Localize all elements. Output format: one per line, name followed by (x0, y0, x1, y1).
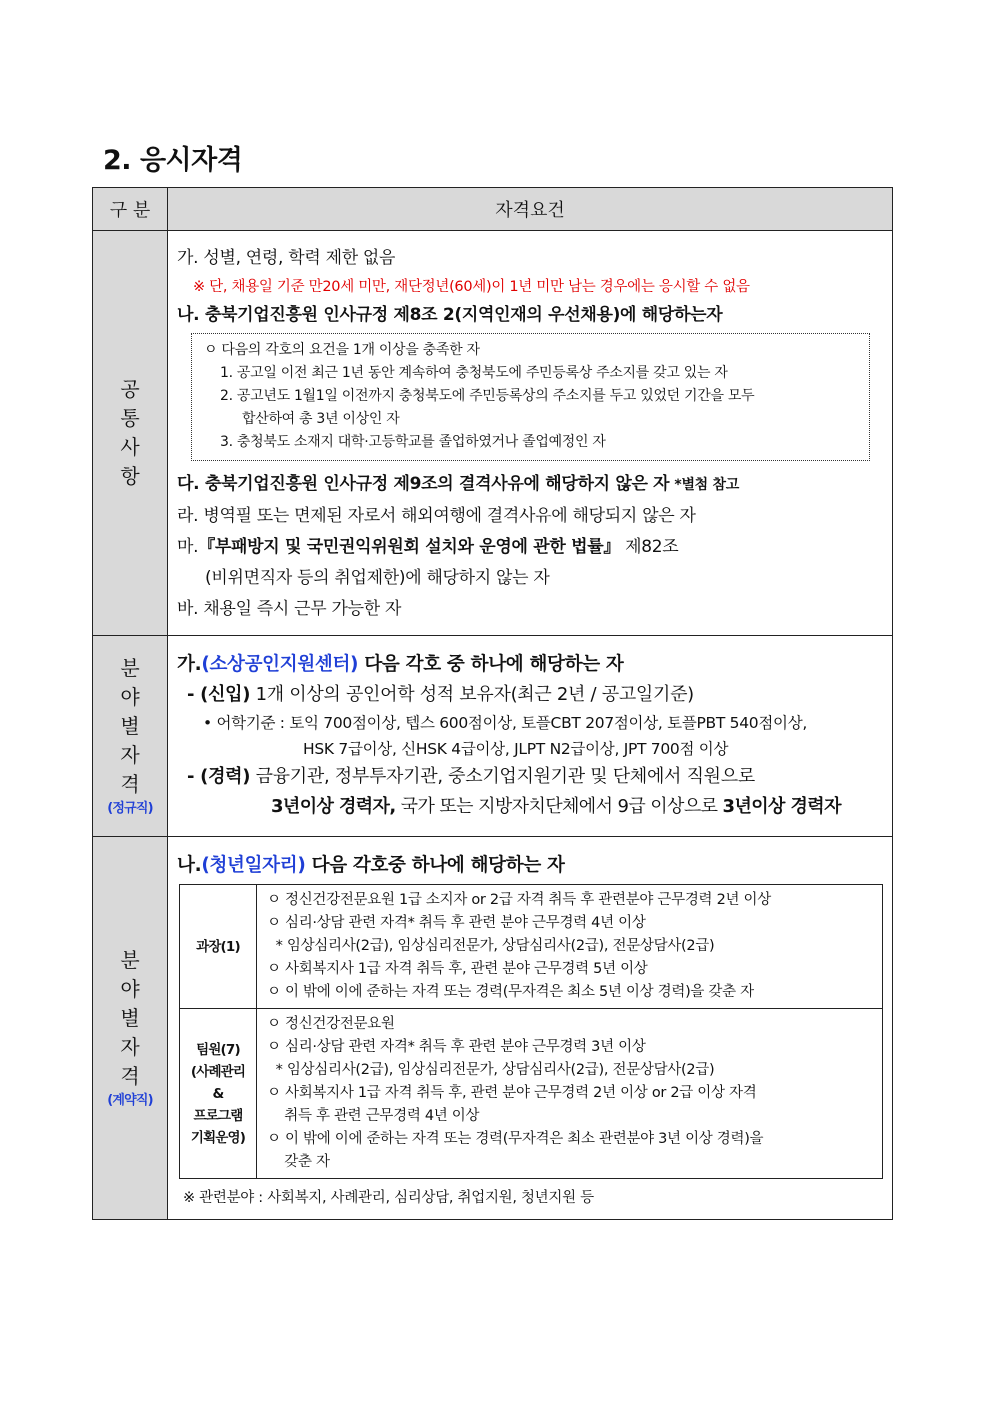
box-item-2: 2. 공고년도 1월1일 이전까지 충청북도에 주민등록상의 주소지를 두고 있었던 기간을 모두 (220, 388, 755, 404)
regular-exp-label: - (경력) (187, 766, 251, 787)
regular-new (177, 680, 882, 710)
regular-heading-suffix: 다음 각호 중 하나에 해당하는 자 (358, 654, 624, 675)
role-staff-line-5: 기획운영) (190, 1129, 246, 1146)
regular-lang-2: HSK 7급이상, 신HSK 4급이상, JLPT N2급이상, JPT 700점 이상 (303, 740, 729, 758)
role-staff-reqs (257, 1009, 883, 1179)
regular-exp-cont (177, 792, 882, 822)
manager-req-1: ㅇ 정신건강전문요원 1급 소지자 or 2급 자격 취득 후 관련분야 근무경력 2년 이상 (267, 892, 771, 908)
req-e-law: 『부패방지 및 국민권익위원회 설치와 운영에 관한 법률』 (198, 537, 621, 557)
req-c (177, 469, 882, 501)
header-requirements: 자격요건 (168, 188, 893, 231)
staff-req-3: * 임상심리사(2급), 임상심리전문가, 상담심리사(2급), 전문상담사(2급) (267, 1062, 715, 1078)
req-e-cont: (비위면직자 등의 취업제한)에 해당하지 않는 자 (205, 568, 550, 588)
role-staff-line-4: 프로그램 (193, 1107, 243, 1124)
req-b: 나. 충북기업진흥원 인사규정 제8조 2(지역인재의 우선채용)에 해당하는자 (177, 305, 723, 325)
role-staff-line-3: & (212, 1085, 224, 1102)
regular-lang-1: • 어학기준 : 토익 700점이상, 텝스 600점이상, 토플CBT 207점이상, 토플PBT 540점이상, (203, 714, 808, 732)
contract-requirements (168, 837, 893, 1220)
manager-req-5: ㅇ 이 밖에 이에 준하는 자격 또는 경력(무자격은 최소 5년 이상 경력)을 갖춘 자 (267, 984, 754, 1000)
staff-req-5: 취득 후 관련 근무경력 4년 이상 (267, 1108, 480, 1124)
category-regular (93, 636, 168, 837)
regular-heading-prefix: 가. (177, 654, 202, 675)
contract-roles-table (179, 884, 883, 1179)
category-common (93, 231, 168, 636)
role-staff-line-1: 팀원(7) (196, 1041, 240, 1058)
staff-req-4: ㅇ 사회복지사 1급 자격 취득 후, 관련 분야 근무경력 2년 이상 or 2급 이상 자격 (267, 1085, 757, 1101)
category-contract-sub: (계약직) (107, 1092, 153, 1108)
req-c-ref: *별첨 참고 (674, 477, 739, 493)
box-item-2-cont: 합산하여 총 3년 이상인 자 (242, 411, 400, 427)
staff-req-1: ㅇ 정신건강전문요원 (267, 1016, 395, 1032)
req-e-suffix: 제82조 (625, 537, 679, 557)
category-regular-label: 분 야 별 자 격 (120, 655, 140, 796)
role-manager: 과장(1) (180, 885, 257, 1009)
req-e (177, 532, 882, 563)
regional-talent-box (191, 333, 870, 461)
box-item-3: 3. 충청북도 소재지 대학·고등학교를 졸업하였거나 졸업예정인 자 (220, 434, 606, 450)
common-row (93, 231, 893, 636)
regular-exp-text: 금융기관, 정부투자기관, 중소기업지원기관 및 단체에서 직원으로 (250, 766, 755, 787)
role-row-staff (180, 1009, 883, 1179)
role-manager-reqs (257, 885, 883, 1009)
staff-req-2: ㅇ 심리·상담 관련 자격* 취득 후 관련 분야 근무경력 3년 이상 (267, 1039, 646, 1055)
box-item-1: 1. 공고일 이전 최근 1년 동안 계속하여 충청북도에 주민등록상 주소지를 갖고 있는 자 (220, 365, 728, 381)
regular-row (93, 636, 893, 837)
regular-exp (177, 762, 882, 792)
contract-heading-suffix: 다음 각호중 하나에 해당하는 자 (305, 855, 565, 876)
regular-exp-mid: 국가 또는 지방자치단체에서 9급 이상으로 (395, 796, 723, 817)
page-title: 2. 응시자격 (103, 145, 243, 176)
role-staff (180, 1009, 257, 1179)
role-row-manager (180, 885, 883, 1009)
contract-heading-prefix: 나. (177, 855, 202, 876)
regular-exp-bold-2: 3년이상 경력자 (722, 796, 841, 817)
regular-heading (177, 650, 882, 680)
qualification-table (92, 187, 893, 1220)
staff-req-6: ㅇ 이 밖에 이에 준하는 자격 또는 경력(무자격은 최소 관련분야 3년 이상 경력)을 (267, 1131, 764, 1147)
req-d: 라. 병역필 또는 면제된 자로서 해외여행에 결격사유에 해당되지 않은 자 (177, 506, 696, 526)
regular-requirements (168, 636, 893, 837)
regular-exp-bold-1: 3년이상 경력자, (271, 796, 396, 817)
contract-heading-youth: (청년일자리) (201, 855, 306, 876)
role-staff-line-2: (사례관리 (190, 1063, 246, 1080)
category-regular-sub: (정규직) (107, 800, 153, 816)
manager-req-3: * 임상심리사(2급), 임상심리전문가, 상담심리사(2급), 전문상담사(2급) (267, 938, 715, 954)
common-requirements (168, 231, 893, 636)
regular-new-text: 1개 이상의 공인어학 성적 보유자(최근 2년 / 공고일기준) (250, 684, 694, 705)
manager-req-4: ㅇ 사회복지사 1급 자격 취득 후, 관련 분야 근무경력 5년 이상 (267, 961, 648, 977)
table-header-row (93, 188, 893, 231)
box-intro: ㅇ 다음의 각호의 요건을 1개 이상을 충족한 자 (204, 342, 480, 358)
category-contract-label: 분 야 별 자 격 (120, 947, 140, 1088)
req-e-prefix: 마. (177, 537, 199, 557)
related-fields-note: ※ 관련분야 : 사회복지, 사례관리, 심리상담, 취업지원, 청년지원 등 (183, 1190, 594, 1206)
req-c-text: 다. 충북기업진흥원 인사규정 제9조의 결격사유에 해당하지 않은 자 (177, 474, 670, 494)
regular-heading-center: (소상공인지원센터) (201, 654, 359, 675)
contract-row (93, 837, 893, 1220)
header-category: 구 분 (93, 188, 168, 231)
req-a-note: ※ 단, 채용일 기준 만20세 미만, 재단정년(60세)이 1년 미만 남는 경우에는 응시할 수 없음 (193, 279, 750, 295)
manager-req-2: ㅇ 심리·상담 관련 자격* 취득 후 관련 분야 근무경력 4년 이상 (267, 915, 646, 931)
req-f: 바. 채용일 즉시 근무 가능한 자 (177, 599, 402, 619)
regular-new-label: - (신입) (187, 684, 251, 705)
category-contract (93, 837, 168, 1220)
staff-req-7: 갖춘 자 (267, 1154, 330, 1170)
category-common-label: 공 통 사 항 (120, 377, 140, 488)
req-a: 가. 성별, 연령, 학력 제한 없음 (177, 248, 396, 268)
contract-heading (177, 851, 882, 881)
